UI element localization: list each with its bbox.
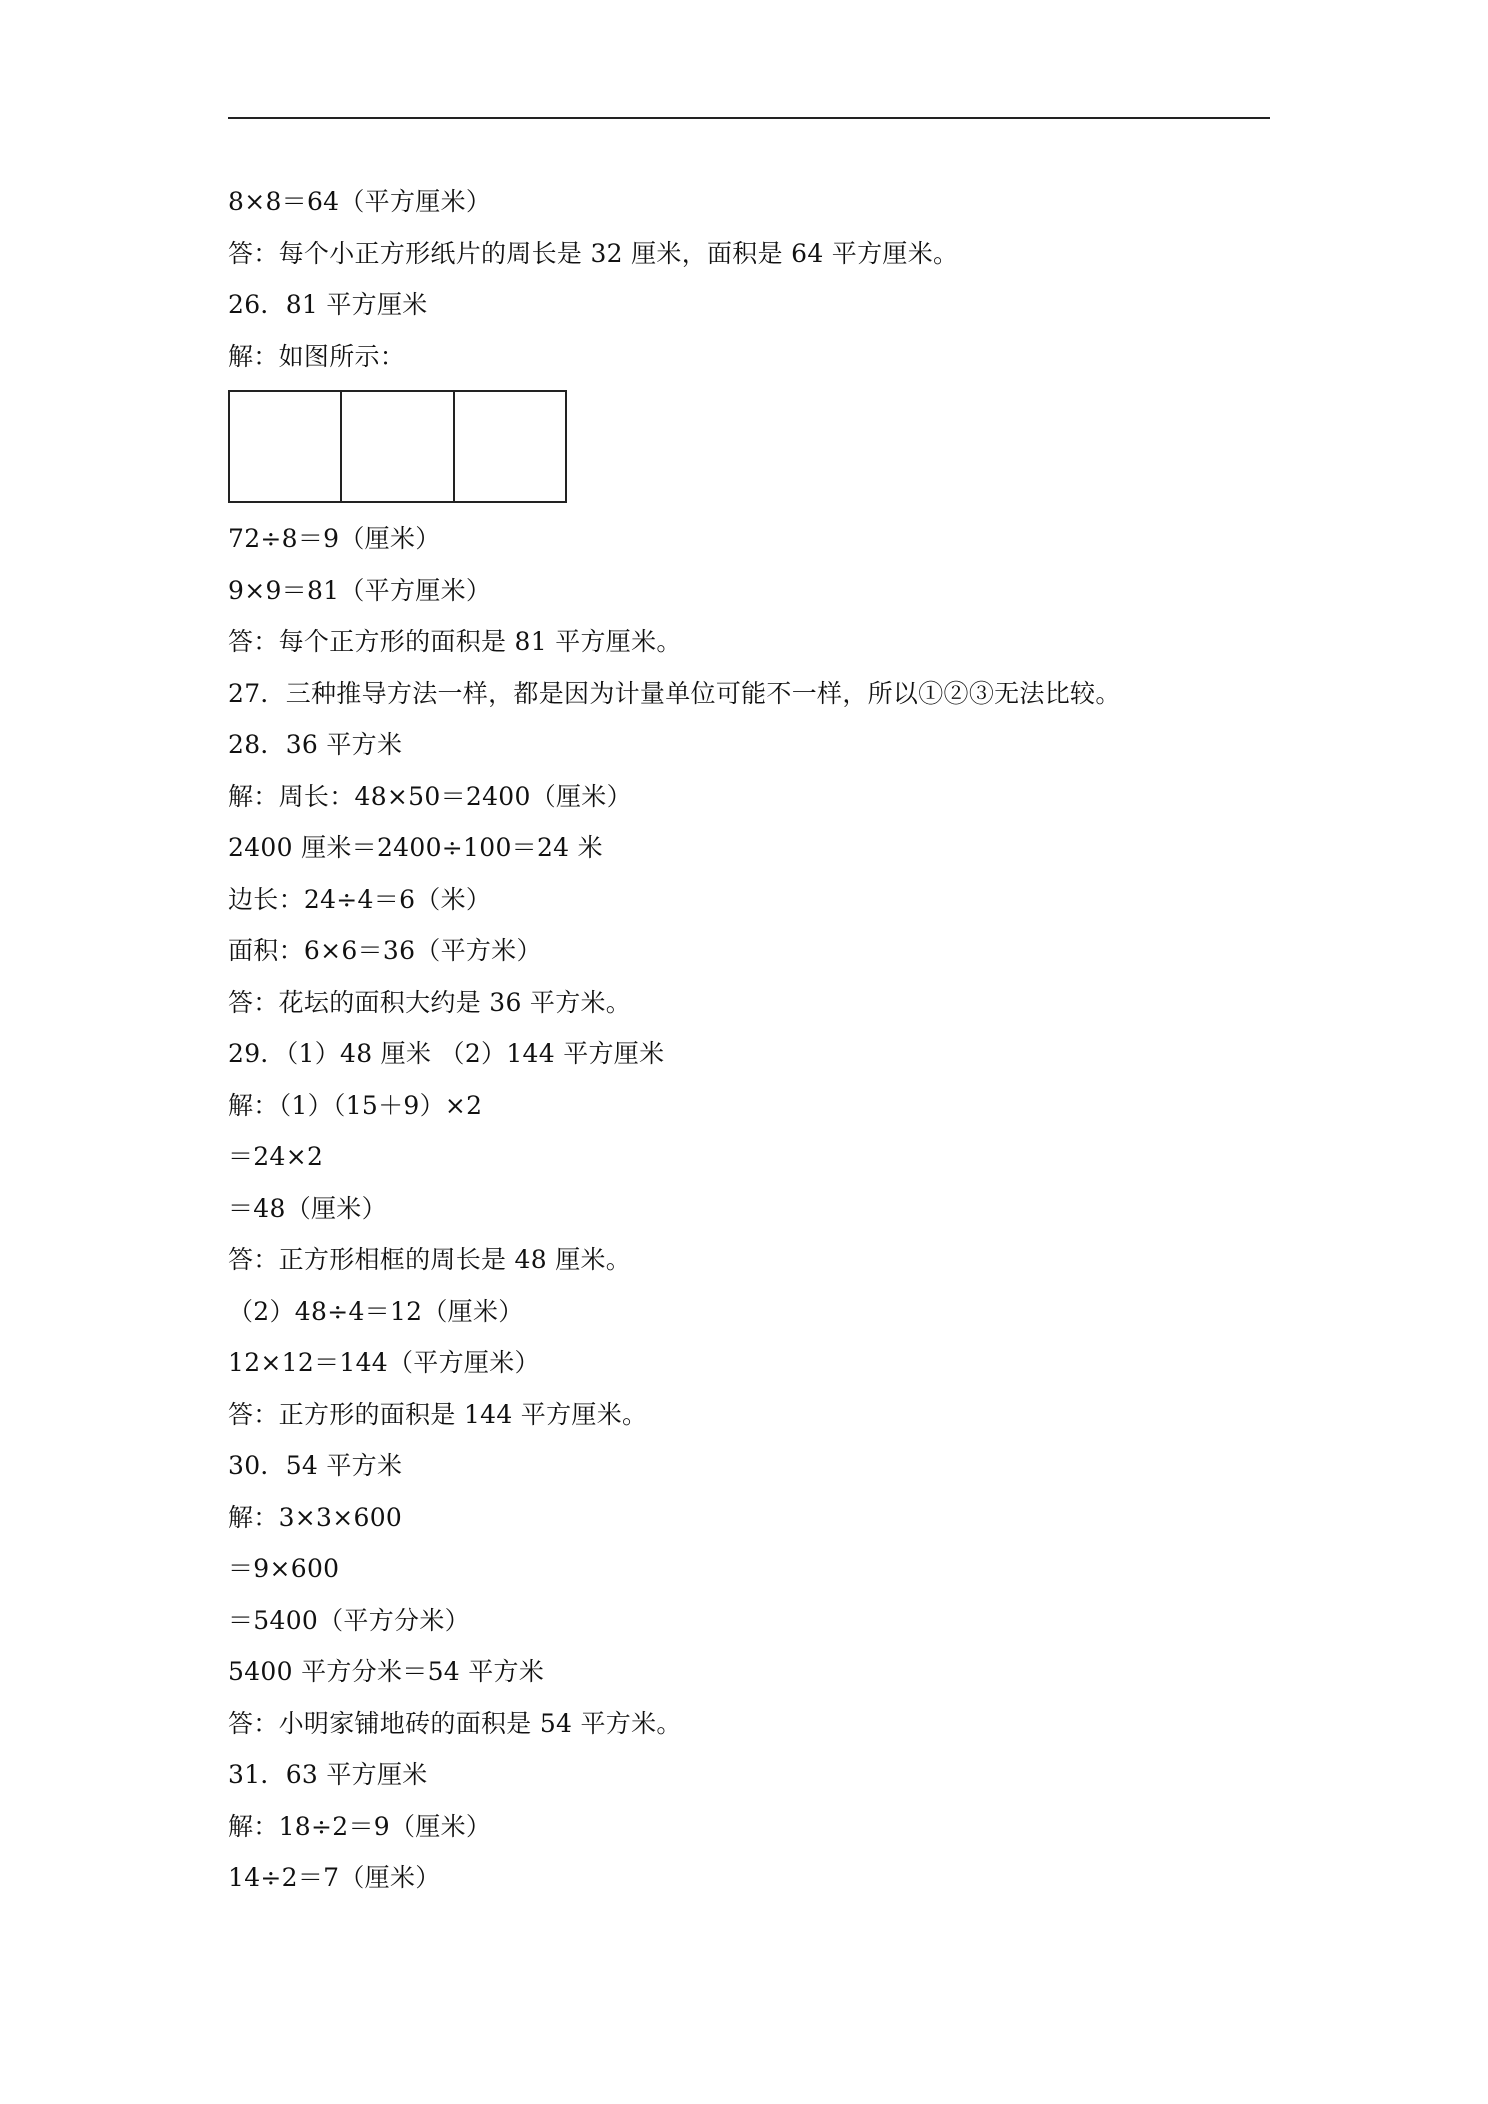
text-line: 2400 厘米＝2400÷100＝24 米 <box>228 833 603 862</box>
text-line: 答：正方形相框的周长是 48 厘米。 <box>228 1245 632 1274</box>
text-line: 答：每个正方形的面积是 81 平方厘米。 <box>228 627 682 656</box>
text-line: ＝5400（平方分米） <box>228 1605 470 1635</box>
text-line: 28．36 平方米 <box>228 730 403 759</box>
text-line: 12×12＝144（平方厘米） <box>228 1348 540 1377</box>
text-line: 解：如图所示： <box>228 341 406 371</box>
text-block-bottom <box>228 513 1268 1904</box>
text-line: （2）48÷4＝12（厘米） <box>228 1296 524 1326</box>
text-line: 14÷2＝7（厘米） <box>228 1863 441 1892</box>
text-line: 29．（1）48 厘米 （2）144 平方厘米 <box>228 1039 665 1068</box>
text-line: 9×9＝81（平方厘米） <box>228 575 492 605</box>
text-line: 答：花坛的面积大约是 36 平方米。 <box>228 987 632 1017</box>
text-line: 边长：24÷4＝6（米） <box>228 884 492 914</box>
text-line: 解：（1）（15＋9）×2 <box>228 1090 483 1120</box>
text-line: 面积：6×6＝36（平方米） <box>228 936 542 965</box>
text-line: 答：小明家铺地砖的面积是 54 平方米。 <box>228 1708 682 1738</box>
text-line: 解：18÷2＝9（厘米） <box>228 1811 492 1841</box>
text-line: ＝48（厘米） <box>228 1193 387 1223</box>
square-cell <box>342 392 454 501</box>
text-line: 8×8＝64（平方厘米） <box>228 187 492 216</box>
text-line: 26．81 平方厘米 <box>228 290 428 319</box>
square-row <box>228 390 567 503</box>
text-line: 解：周长：48×50＝2400（厘米） <box>228 781 632 811</box>
answer-content <box>228 176 1268 1904</box>
text-line: 5400 平方分米＝54 平方米 <box>228 1657 545 1686</box>
text-line: 答：每个小正方形纸片的周长是 32 厘米，面积是 64 平方厘米。 <box>228 238 959 268</box>
square-cell <box>230 392 342 501</box>
text-line: 72÷8＝9（厘米） <box>228 524 441 553</box>
text-line: 答：正方形的面积是 144 平方厘米。 <box>228 1399 648 1429</box>
text-line: 27．三种推导方法一样，都是因为计量单位可能不一样，所以①②③无法比较。 <box>228 678 1121 708</box>
square-cell <box>455 392 565 501</box>
text-line: 31．63 平方厘米 <box>228 1760 428 1789</box>
text-block-top <box>228 176 1268 382</box>
text-line: ＝9×600 <box>228 1554 340 1583</box>
text-line: 30．54 平方米 <box>228 1451 403 1480</box>
text-line: ＝24×2 <box>228 1142 324 1171</box>
text-line: 解：3×3×600 <box>228 1502 403 1532</box>
three-squares-figure <box>228 382 1268 513</box>
header-rule <box>228 117 1270 119</box>
